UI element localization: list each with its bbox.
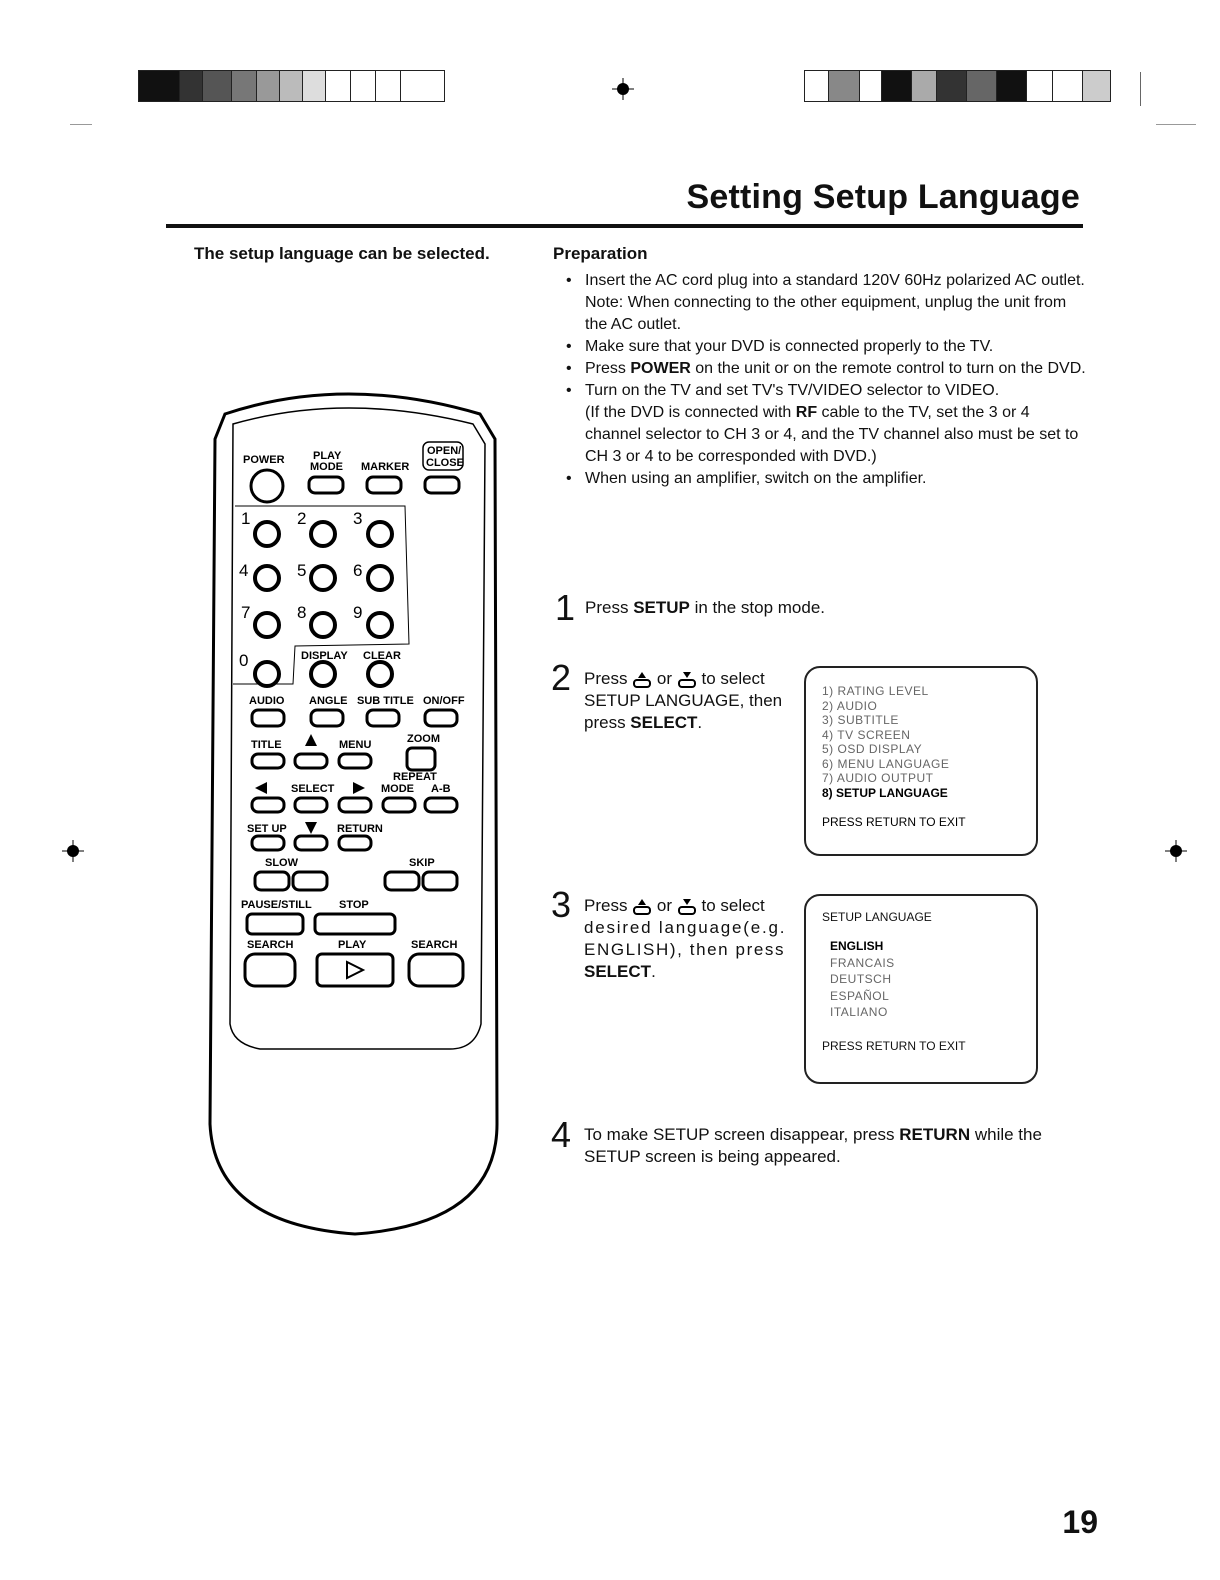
up-button-icon [632,671,652,689]
menu-item: 2) AUDIO [822,698,878,713]
menu-item: 1) RATING LEVEL [822,684,929,698]
svg-text:OPEN/: OPEN/ [427,445,462,457]
list-item: • When using an amplifier, switch on the amplifier. [566,468,1086,490]
registration-bar-right [804,70,1111,102]
svg-text:ZOOM: ZOOM [407,733,440,745]
menu-item: 7) AUDIO OUTPUT [822,771,934,785]
step-2-text: Press or to select SETUP LANGUAGE, then press SELECT. [584,669,783,732]
svg-text:PLAY: PLAY [313,450,342,462]
setup-language-screen [804,894,1038,1084]
open-close-button [425,477,459,493]
svg-text:CLEAR: CLEAR [363,650,401,662]
svg-text:SLOW: SLOW [265,857,298,869]
svg-text:9: 9 [353,603,363,622]
svg-text:1: 1 [241,509,251,528]
svg-text:PLAY: PLAY [338,939,367,951]
list-item: • Make sure that your DVD is connected properly to the TV. [566,336,1086,358]
up-button-icon [632,898,652,916]
language-option: ESPAÑOL [830,988,890,1003]
svg-text:0: 0 [239,651,249,670]
setup-menu-screen [804,666,1038,856]
svg-text:SELECT: SELECT [291,783,335,795]
svg-text:SET UP: SET UP [247,823,287,835]
trim-line-left [70,124,92,125]
svg-text:6: 6 [353,561,363,580]
step-3-text: Press or to select desired language(e.g. ENGLISH), then press SELECT. [584,896,787,981]
svg-text:7: 7 [241,603,251,622]
step-4-text: To make SETUP screen disappear, press RETURN while the SETUP screen is being appeared. [584,1125,1042,1166]
step-number: 4 [551,1114,572,1155]
svg-text:8: 8 [297,603,307,622]
svg-text:SKIP: SKIP [409,857,435,869]
svg-text:CLOSE: CLOSE [426,457,464,469]
crosshair-mark-top [612,78,634,100]
list-item: • Turn on the TV and set TV's TV/VIDEO selector to VIDEO. (If the DVD is connected with RF cable to the TV, set the 3 or 4 channel selector to CH 3 or 4, and the TV channel also must be set to CH 3 or 4 to be corresponded with DVD.) [566,380,1086,468]
remote-control-illustration [205,384,505,1244]
power-button [251,470,283,502]
down-button-icon [677,671,697,689]
svg-text:AUDIO: AUDIO [249,695,285,707]
svg-text:STOP: STOP [339,899,369,911]
preparation-list [566,270,1086,490]
svg-text:4: 4 [239,561,249,580]
marker-button [367,477,401,493]
screen-heading: SETUP LANGUAGE [822,910,932,924]
list-item: • Insert the AC cord plug into a standard 120V 60Hz polarized AC outlet. Note: When connecting to the other equipment, unplug the unit from the AC outlet. [566,270,1086,336]
svg-text:MODE: MODE [381,783,414,795]
svg-text:MARKER: MARKER [361,461,410,473]
svg-text:SEARCH: SEARCH [411,939,458,951]
step-number: 2 [551,657,572,698]
menu-item: 3) SUBTITLE [822,713,899,727]
list-item: • Press POWER on the unit or on the remote control to turn on the DVD. [566,358,1086,380]
svg-text:REPEAT: REPEAT [393,771,437,783]
svg-text:5: 5 [297,561,307,580]
language-option: DEUTSCH [830,972,892,986]
title-rule [166,224,1083,228]
trim-tick-right [1140,72,1141,106]
screen-footer: PRESS RETURN TO EXIT [822,815,966,829]
trim-line-right [1156,124,1196,125]
page-title: Setting Setup Language [686,178,1080,216]
language-option: FRANCAIS [830,955,895,970]
power-label: POWER [243,454,285,466]
svg-text:ON/OFF: ON/OFF [423,695,465,707]
svg-text:ANGLE: ANGLE [309,695,348,707]
step-number: 1 [555,587,576,628]
menu-item: 6) MENU LANGUAGE [822,756,950,771]
registration-bar-left [138,70,445,102]
language-option: ITALIANO [830,1005,888,1019]
crosshair-mark-right [1165,840,1187,862]
menu-item: 8) SETUP LANGUAGE [822,785,948,800]
svg-text:3: 3 [353,509,363,528]
language-option: ENGLISH [830,939,884,953]
menu-item: 5) OSD DISPLAY [822,742,923,756]
step-1-text: Press SETUP in the stop mode. [585,598,826,617]
step-number: 3 [551,884,572,925]
down-button-icon [677,898,697,916]
svg-text:PAUSE/STILL: PAUSE/STILL [241,899,312,911]
intro-text: The setup language can be selected. [194,244,490,263]
svg-text:TITLE: TITLE [251,739,282,751]
play-mode-button [309,477,343,493]
svg-text:2: 2 [297,509,307,528]
svg-text:SEARCH: SEARCH [247,939,294,951]
svg-text:DISPLAY: DISPLAY [301,650,348,662]
svg-text:SUB TITLE: SUB TITLE [357,695,414,707]
menu-item: 4) TV SCREEN [822,727,911,742]
svg-text:MENU: MENU [339,739,372,751]
svg-text:A-B: A-B [431,783,451,795]
page-number: 19 [1062,1504,1098,1540]
screen-footer: PRESS RETURN TO EXIT [822,1039,966,1053]
svg-text:MODE: MODE [310,461,343,473]
preparation-heading: Preparation [553,244,648,263]
svg-text:RETURN: RETURN [337,823,383,835]
crosshair-mark-left [62,840,84,862]
